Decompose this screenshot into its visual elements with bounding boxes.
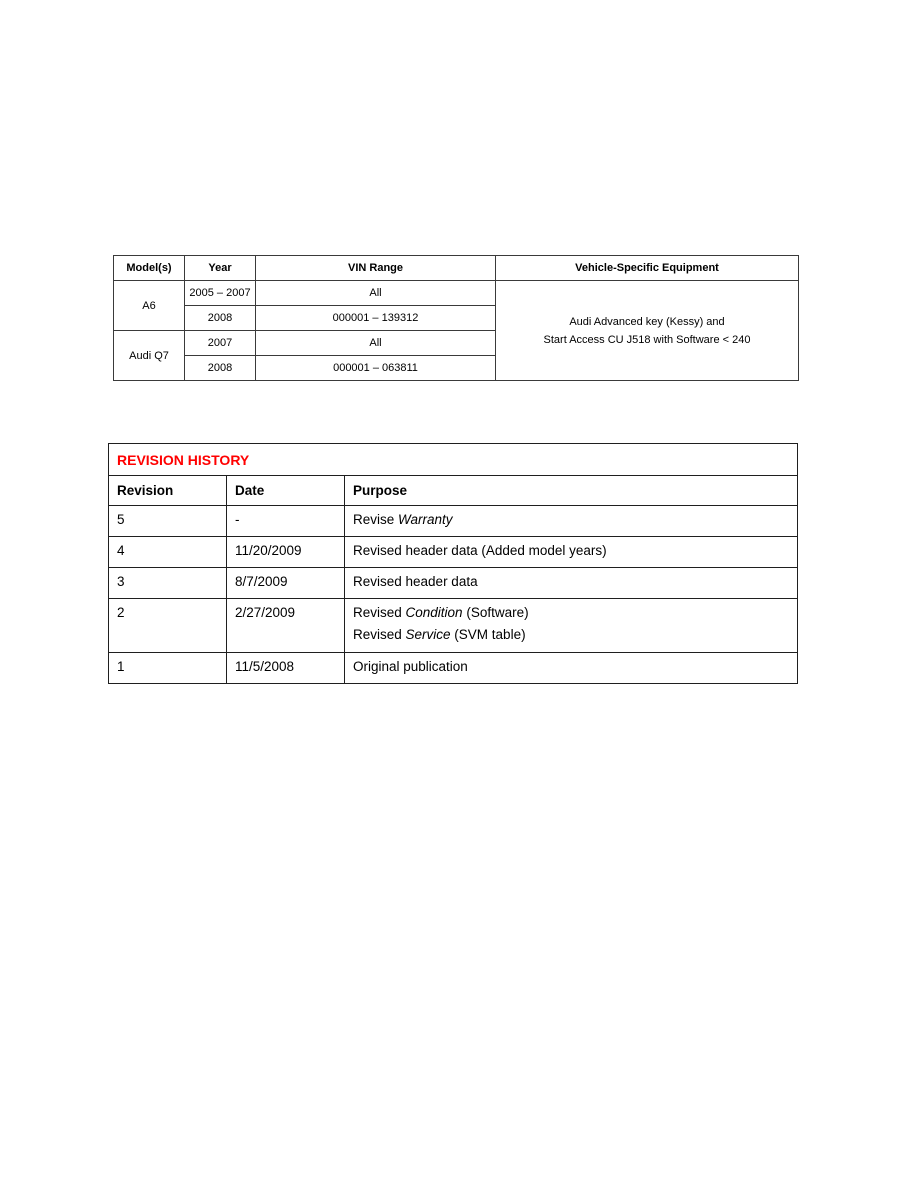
- revision-history-title: REVISION HISTORY: [109, 444, 798, 476]
- models-header: Model(s): [114, 256, 185, 281]
- vin-range-header: VIN Range: [256, 256, 496, 281]
- purpose-cell: [345, 653, 798, 684]
- vehicle-table-header-row: [114, 256, 799, 281]
- vin-cell: 000001 – 063811: [256, 356, 496, 381]
- year-cell: 2008: [185, 356, 256, 381]
- purpose-line: Revised Service (SVM table): [353, 627, 526, 642]
- year-cell: 2005 – 2007: [185, 281, 256, 306]
- purpose-cell: [345, 506, 798, 537]
- equipment-cell: [496, 281, 799, 381]
- date-cell: 11/5/2008: [227, 653, 345, 684]
- table-row-revision-4: [109, 537, 798, 568]
- equipment-line-2: Start Access CU J518 with Software < 240: [543, 333, 751, 346]
- purpose-line: Revised Condition (Software): [353, 605, 529, 620]
- revision-cell: 3: [109, 568, 227, 599]
- date-header: Date: [227, 476, 345, 506]
- purpose-line: Revise Warranty: [353, 512, 453, 527]
- purpose-line: Revised header data: [353, 574, 478, 589]
- table-row-revision-3: [109, 568, 798, 599]
- year-header: Year: [185, 256, 256, 281]
- model-cell-a6: A6: [114, 281, 185, 331]
- date-cell: 8/7/2009: [227, 568, 345, 599]
- table-row-revision-1: [109, 653, 798, 684]
- vin-cell: All: [256, 331, 496, 356]
- model-cell-q7: Audi Q7: [114, 331, 185, 381]
- date-cell: 2/27/2009: [227, 599, 345, 653]
- purpose-cell: [345, 537, 798, 568]
- table-row-revision-5: [109, 506, 798, 537]
- revision-cell: 4: [109, 537, 227, 568]
- vin-cell: 000001 – 139312: [256, 306, 496, 331]
- purpose-cell: [345, 599, 798, 653]
- revision-cell: 2: [109, 599, 227, 653]
- table-row-revision-2: [109, 599, 798, 653]
- year-cell: 2008: [185, 306, 256, 331]
- revision-table-header-row: [109, 476, 798, 506]
- date-cell: 11/20/2009: [227, 537, 345, 568]
- purpose-cell: [345, 568, 798, 599]
- revision-history-title-row: [109, 444, 798, 476]
- equipment-line-1: Audi Advanced key (Kessy) and: [569, 315, 725, 328]
- year-cell: 2007: [185, 331, 256, 356]
- equipment-header: Vehicle-Specific Equipment: [496, 256, 799, 281]
- revision-header: Revision: [109, 476, 227, 506]
- vin-cell: All: [256, 281, 496, 306]
- revision-cell: 1: [109, 653, 227, 684]
- date-cell: -: [227, 506, 345, 537]
- table-row: [114, 281, 799, 306]
- purpose-header: Purpose: [345, 476, 798, 506]
- purpose-line: Original publication: [353, 659, 468, 674]
- vehicle-table: [113, 255, 799, 381]
- revision-history-table: [108, 443, 798, 684]
- revision-cell: 5: [109, 506, 227, 537]
- purpose-line: Revised header data (Added model years): [353, 543, 607, 558]
